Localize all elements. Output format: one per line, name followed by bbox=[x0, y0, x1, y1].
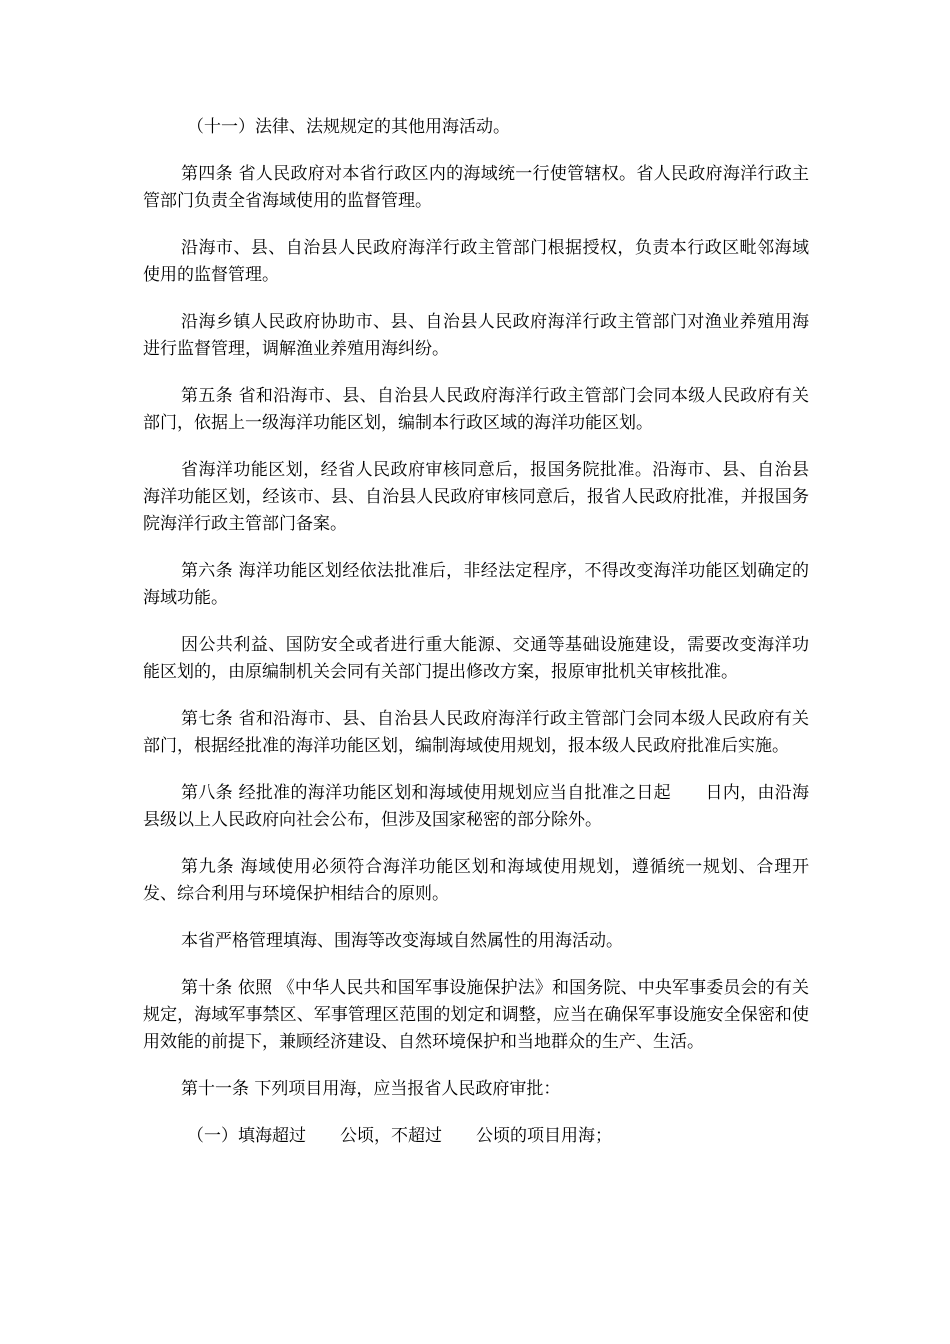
article-6-clause-2-paragraph: 因公共利益、国防安全或者进行重大能源、交通等基础设施建设，需要改变海洋功能区划的，由原编制机关会同有关部门提出修改方案，报原审批机关审核批准。 bbox=[143, 635, 809, 682]
article-5-clause-2-paragraph: 省海洋功能区划，经省人民政府审核同意后，报国务院批准。沿海市、县、自治县海洋功能区划，经该市、县、自治县人民政府审核同意后，报省人民政府批准，并报国务院海洋行政主管部门备案。 bbox=[143, 460, 809, 534]
article-4-clause-3-paragraph: 沿海乡镇人民政府协助市、县、自治县人民政府海洋行政主管部门对渔业养殖用海进行监督管理，调解渔业养殖用海纠纷。 bbox=[143, 312, 809, 359]
article-10-paragraph: 第十条 依照 《中华人民共和国军事设施保护法》和国务院、中央军事委员会的有关规定，海域军事禁区、军事管理区范围的划定和调整，应当在确保军事设施安全保密和使用效能的前提下，兼顾经济建设、自然环境保护和当地群众的生产、生活。 bbox=[143, 978, 809, 1052]
article-9-paragraph: 第九条 海域使用必须符合海洋功能区划和海域使用规划，遵循统一规划、合理开发、综合利用与环境保护相结合的原则。 bbox=[143, 857, 809, 904]
item-11-paragraph: （十一）法律、法规规定的其他用海活动。 bbox=[187, 117, 510, 137]
article-6-paragraph: 第六条 海洋功能区划经依法批准后，非经法定程序，不得改变海洋功能区划确定的海域功能。 bbox=[143, 561, 809, 608]
article-5-paragraph: 第五条 省和沿海市、县、自治县人民政府海洋行政主管部门会同本级人民政府有关部门，依据上一级海洋功能区划，编制本行政区域的海洋功能区划。 bbox=[143, 386, 809, 433]
article-4-paragraph: 第四条 省人民政府对本省行政区内的海域统一行使管辖权。省人民政府海洋行政主管部门负责全省海域使用的监督管理。 bbox=[143, 164, 809, 211]
article-11-paragraph: 第十一条 下列项目用海，应当报省人民政府审批： bbox=[181, 1079, 561, 1099]
article-11-item-1-paragraph: （一）填海超过 公顷，不超过 公顷的项目用海； bbox=[187, 1126, 612, 1146]
document-page bbox=[143, 114, 809, 1170]
article-7-paragraph: 第七条 省和沿海市、县、自治县人民政府海洋行政主管部门会同本级人民政府有关部门，根据经批准的海洋功能区划，编制海域使用规划，报本级人民政府批准后实施。 bbox=[143, 709, 809, 756]
article-8-paragraph: 第八条 经批准的海洋功能区划和海域使用规划应当自批准之日起 日内，由沿海县级以上人民政府向社会公布，但涉及国家秘密的部分除外。 bbox=[143, 783, 809, 830]
article-4-clause-2-paragraph: 沿海市、县、自治县人民政府海洋行政主管部门根据授权，负责本行政区毗邻海域使用的监督管理。 bbox=[143, 238, 809, 285]
article-9-clause-2-paragraph: 本省严格管理填海、围海等改变海域自然属性的用海活动。 bbox=[181, 931, 623, 951]
